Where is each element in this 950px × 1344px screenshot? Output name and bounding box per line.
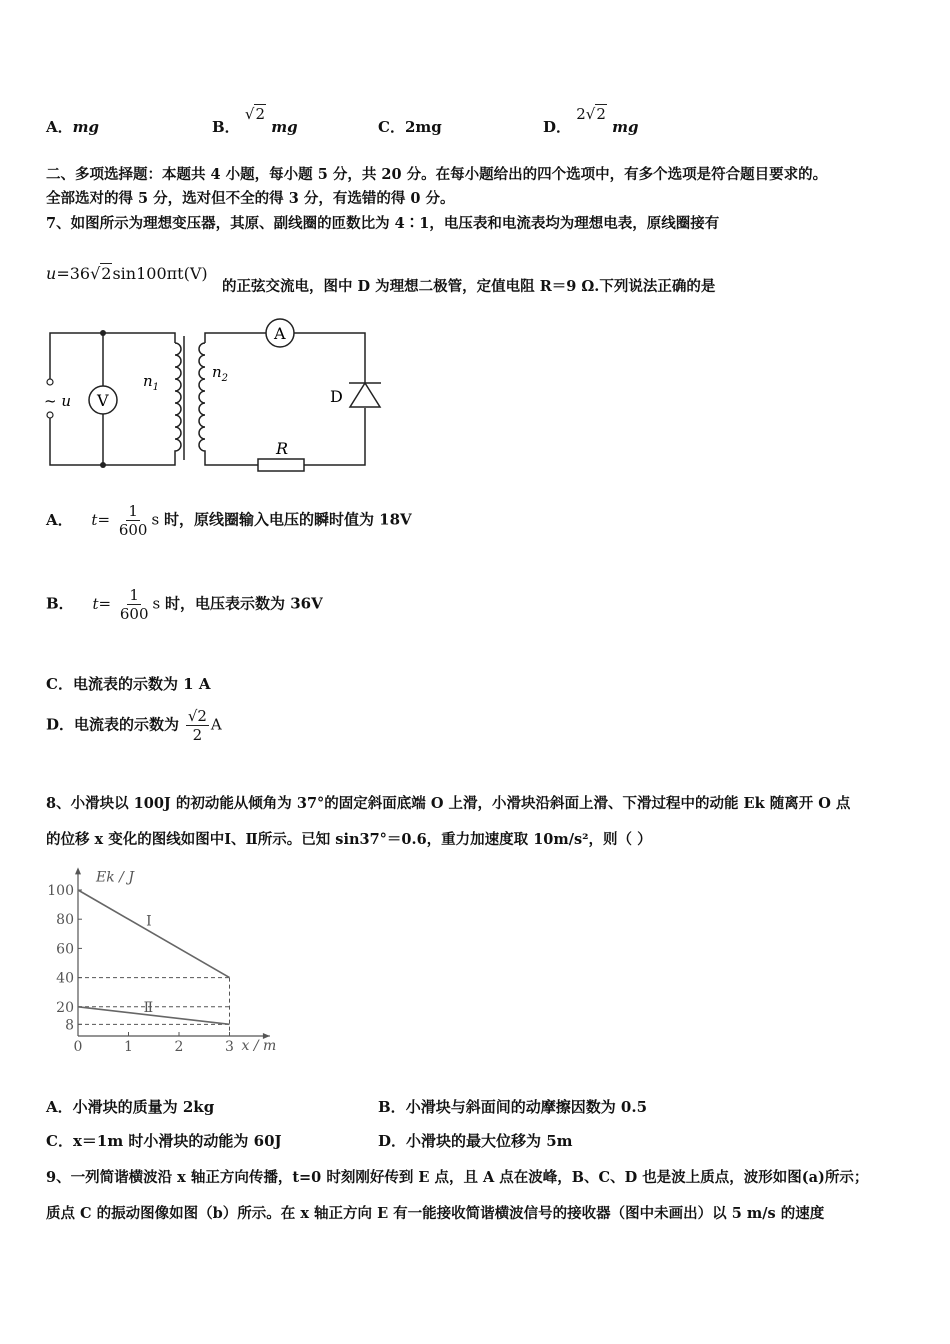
x-tick-label: 0 (73, 1039, 83, 1055)
n1-label: $n_1$ (143, 372, 160, 393)
q6-option-b: B． √2 mg (212, 105, 298, 136)
y-tick-label: 60 (56, 941, 74, 958)
ammeter-label: A (274, 324, 286, 343)
voltmeter-label: V (97, 391, 109, 410)
ek-displacement-chart (44, 856, 294, 1076)
q7-stem: 7、如图所示为理想变压器，其原、副线圈的匝数比为 4∶1，电压表和电流表均为理想电表，原线圈接有 (46, 215, 720, 232)
section2-line2: 全部选对的得 5 分，选对但不全的得 3 分，有选错的得 0 分。 (46, 190, 455, 207)
q7-option-b: B． t= $\frac{1}{600}$ s 时，电压表示数为 36V (46, 586, 323, 623)
q8-stem-1: 8、小滑块以 100J 的初动能从倾角为 37°的固定斜面底端 O 上滑，小滑块沿斜面上滑、下滑过程中的动能 Ek 随离开 O 点 (46, 795, 851, 812)
q8-stem-2: 的位移 x 变化的图线如图中Ⅰ、Ⅱ所示。已知 sin37°＝0.6，重力加速度取 10m/s²，则（ ） (46, 831, 652, 848)
q7-formula: u=36√2sin100πt(V) (46, 264, 208, 283)
q7-option-c: C．电流表的示数为 1 A (46, 675, 211, 693)
y-axis-label: Ek / J (96, 869, 134, 886)
x-tick-label: 1 (124, 1039, 133, 1055)
q8-option-b: B．小滑块与斜面间的动摩擦因数为 0.5 (378, 1098, 648, 1116)
y-tick-label: 80 (56, 912, 74, 929)
y-axis-arrow (75, 867, 81, 874)
y-tick-label: 100 (47, 883, 74, 899)
y-tick-label: 8 (65, 1017, 74, 1034)
x-tick-label: 2 (174, 1039, 184, 1055)
q8-option-d: D．小滑块的最大位移为 5m (378, 1132, 573, 1150)
resistor-label: R (276, 439, 289, 458)
q7-stem-2: 的正弦交流电，图中 D 为理想二极管，定值电阻 R＝9 Ω.下列说法正确的是 (222, 278, 716, 295)
n2-label: $n_2$ (212, 363, 229, 384)
q8-option-a: A．小滑块的质量为 2kg (46, 1098, 215, 1116)
q8-option-c: C．x＝1m 时小滑块的动能为 60J (46, 1132, 282, 1150)
q9-stem-2: 质点 C 的振动图像如图（b）所示。在 x 轴正方向 E 有一能接收简谐横波信号的接收器（图中未画出）以 5 m/s 的速度 (46, 1205, 825, 1222)
q6-option-a: A．mg (46, 118, 100, 136)
diode-label: D (330, 387, 343, 406)
x-tick-label: 3 (225, 1039, 234, 1055)
series-line-1 (78, 890, 230, 978)
section2-line1: 二、多项选择题：本题共 4 小题，每小题 5 分，共 20 分。在每小题给出的四个选项中，有多个选项是符合题目要求的。 (46, 166, 828, 183)
series-line-2 (78, 1007, 230, 1025)
y-tick-label: 20 (56, 999, 74, 1016)
q6-option-d: D． 2√2 mg (543, 105, 639, 136)
transformer-circuit-diagram (40, 318, 400, 478)
q7-option-a: A． t= $\frac{1}{600}$ s 时，原线圈输入电压的瞬时值为 18V (46, 502, 412, 539)
x-axis-label: x / m (241, 1038, 277, 1054)
series-label-2: Ⅱ (143, 999, 154, 1016)
ac-source-label: ~ u (44, 392, 71, 410)
y-tick-label: 40 (56, 970, 74, 987)
series-label-1: Ⅰ (146, 913, 152, 930)
q9-stem-1: 9、一列简谐横波沿 x 轴正方向传播，t=0 时刻刚好传到 E 点，且 A 点在波峰，B、C、D 也是波上质点，波形如图(a)所示； (46, 1169, 869, 1186)
q7-option-d: D．电流表的示数为 $\frac{√2}{2}$ A (46, 707, 222, 744)
q6-option-c: C．2mg (378, 118, 442, 136)
